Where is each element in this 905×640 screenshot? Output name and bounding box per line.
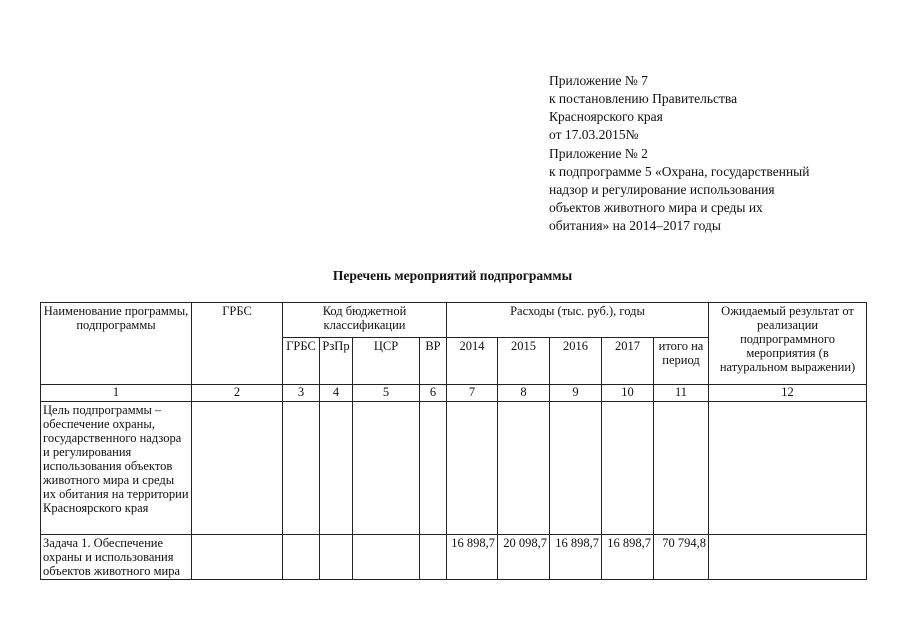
row-rzpr-cell — [320, 402, 353, 535]
row-csr-cell — [353, 535, 420, 580]
row-name-cell: Цель подпрограммы – обеспечение охраны, государственного надзора и регулирования использования объектов животного мира и среды их обитания на территории Красноярского края — [41, 402, 192, 535]
appendix-2-line-4: объектов животного мира и среды их — [549, 200, 763, 215]
appendix-2-line-1: Приложение № 2 — [549, 146, 648, 161]
row-result-cell — [709, 535, 867, 580]
row-2015-cell — [498, 402, 550, 535]
table-row-task-1 — [41, 535, 867, 580]
column-number: 1 — [41, 385, 192, 402]
column-number: 4 — [320, 385, 353, 402]
header-sub-csr: ЦСР — [353, 338, 420, 385]
header-year-2014: 2014 — [447, 338, 498, 385]
column-number: 6 — [420, 385, 447, 402]
row-2017-cell: 16 898,7 — [602, 535, 654, 580]
appendix-7-line-2: к постановлению Правительства — [549, 91, 738, 106]
column-number: 10 — [602, 385, 654, 402]
column-number: 3 — [283, 385, 320, 402]
header-row-1 — [41, 303, 867, 338]
appendix-7-header — [549, 72, 737, 144]
row-2017-cell — [602, 402, 654, 535]
row-vr-cell — [420, 402, 447, 535]
header-year-2015: 2015 — [498, 338, 550, 385]
appendix-2-line-3: надзор и регулирование использования — [549, 182, 775, 197]
column-number: 9 — [550, 385, 602, 402]
row-sub-grbs-cell — [283, 535, 320, 580]
row-2014-cell — [447, 402, 498, 535]
header-sub-grbs: ГРБС — [283, 338, 320, 385]
column-number: 11 — [654, 385, 709, 402]
header-budget-code: Код бюджетной классификации — [283, 303, 447, 338]
header-sub-vr: ВР — [420, 338, 447, 385]
header-year-2016: 2016 — [550, 338, 602, 385]
activities-table — [40, 302, 867, 580]
header-expenses: Расходы (тыс. руб.), годы — [447, 303, 709, 338]
document-title: Перечень мероприятий подпрограммы — [332, 268, 573, 283]
column-number: 5 — [353, 385, 420, 402]
row-total-cell — [654, 402, 709, 535]
column-number: 12 — [709, 385, 867, 402]
row-grbs-cell — [192, 535, 283, 580]
column-number: 7 — [447, 385, 498, 402]
row-2015-cell: 20 098,7 — [498, 535, 550, 580]
row-total-cell: 70 794,8 — [654, 535, 709, 580]
appendix-2-line-2: к подпрограмме 5 «Охрана, государственный — [549, 164, 810, 179]
appendix-7-line-3: Красноярского края — [549, 109, 663, 124]
column-number: 2 — [192, 385, 283, 402]
header-year-2017: 2017 — [602, 338, 654, 385]
row-result-cell — [709, 402, 867, 535]
appendix-7-line-1: Приложение № 7 — [549, 73, 648, 88]
appendix-2-header — [549, 145, 809, 235]
row-name-cell: Задача 1. Обеспечение охраны и использования объектов животного мира — [41, 535, 192, 580]
header-grbs: ГРБС — [192, 303, 283, 385]
row-2016-cell — [550, 402, 602, 535]
appendix-2-line-5: обитания» на 2014–2017 годы — [549, 218, 721, 233]
column-number-row — [41, 385, 867, 402]
row-2014-cell: 16 898,7 — [447, 535, 498, 580]
table-row-goal — [41, 402, 867, 535]
header-name: Наименование программы, подпрограммы — [41, 303, 192, 385]
row-grbs-cell — [192, 402, 283, 535]
header-total-period: итого на период — [654, 338, 709, 385]
column-number: 8 — [498, 385, 550, 402]
row-rzpr-cell — [320, 535, 353, 580]
row-csr-cell — [353, 402, 420, 535]
row-vr-cell — [420, 535, 447, 580]
header-expected-result: Ожидаемый результат от реализации подпрограммного мероприятия (в натуральном выражении) — [709, 303, 867, 385]
header-sub-rzpr: РзПр — [320, 338, 353, 385]
appendix-7-line-4: от 17.03.2015№ — [549, 127, 639, 142]
row-sub-grbs-cell — [283, 402, 320, 535]
row-2016-cell: 16 898,7 — [550, 535, 602, 580]
